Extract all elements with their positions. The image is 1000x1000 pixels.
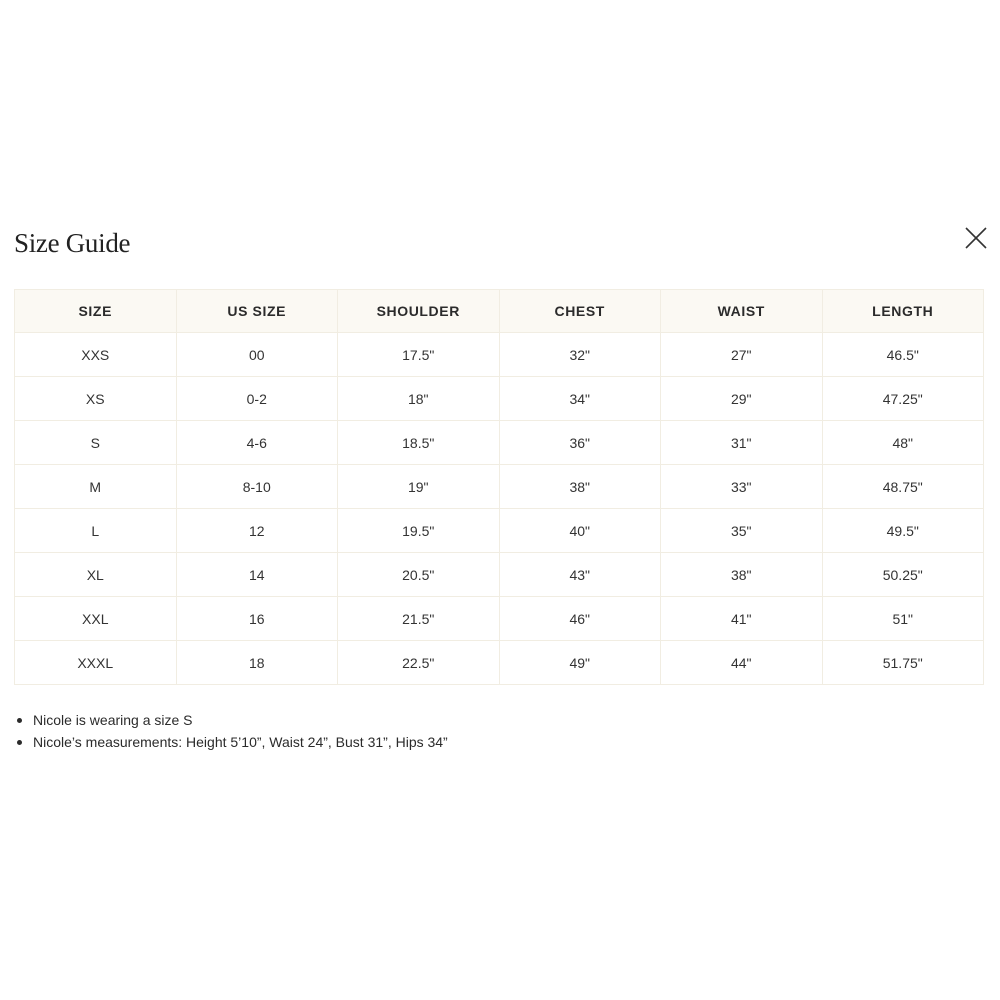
table-body bbox=[15, 333, 984, 685]
list-item bbox=[14, 731, 448, 753]
table-cell: 32" bbox=[499, 333, 661, 377]
column-header-us-size: US SIZE bbox=[176, 290, 338, 333]
table-cell: 50.25" bbox=[822, 553, 984, 597]
table-cell: 38" bbox=[499, 465, 661, 509]
table-cell: 21.5" bbox=[338, 597, 500, 641]
table-cell: 43" bbox=[499, 553, 661, 597]
table-cell: L bbox=[15, 509, 177, 553]
table-cell: XXS bbox=[15, 333, 177, 377]
column-header-chest: CHEST bbox=[499, 290, 661, 333]
table-cell: 44" bbox=[661, 641, 823, 685]
size-table bbox=[14, 289, 984, 685]
table-cell: 35" bbox=[661, 509, 823, 553]
table-cell: 47.25" bbox=[822, 377, 984, 421]
table-cell: 31" bbox=[661, 421, 823, 465]
table-cell: XXXL bbox=[15, 641, 177, 685]
note-text: Nicole is wearing a size S bbox=[33, 712, 193, 728]
model-notes bbox=[14, 709, 448, 753]
modal-title: Size Guide bbox=[14, 228, 131, 258]
table-cell: 46" bbox=[499, 597, 661, 641]
table-row bbox=[15, 333, 984, 377]
table-cell: 8-10 bbox=[176, 465, 338, 509]
table-cell: 36" bbox=[499, 421, 661, 465]
table-cell: 40" bbox=[499, 509, 661, 553]
table-cell: 17.5" bbox=[338, 333, 500, 377]
table-cell: 51.75" bbox=[822, 641, 984, 685]
table-cell: XS bbox=[15, 377, 177, 421]
table-cell: 34" bbox=[499, 377, 661, 421]
table-row bbox=[15, 641, 984, 685]
table-cell: 27" bbox=[661, 333, 823, 377]
bullet-icon bbox=[17, 718, 22, 723]
table-cell: 49" bbox=[499, 641, 661, 685]
table-cell: 18 bbox=[176, 641, 338, 685]
table-cell: 48.75" bbox=[822, 465, 984, 509]
table-row bbox=[15, 553, 984, 597]
table-cell: 19.5" bbox=[338, 509, 500, 553]
table-cell: 29" bbox=[661, 377, 823, 421]
column-header-length: LENGTH bbox=[822, 290, 984, 333]
table-row bbox=[15, 509, 984, 553]
table-cell: 33" bbox=[661, 465, 823, 509]
table-cell: M bbox=[15, 465, 177, 509]
table-cell: 12 bbox=[176, 509, 338, 553]
close-icon bbox=[965, 227, 987, 249]
table-header-row bbox=[15, 290, 984, 333]
bullet-icon bbox=[17, 740, 22, 745]
table-cell: 4-6 bbox=[176, 421, 338, 465]
table-cell: 16 bbox=[176, 597, 338, 641]
table-cell: 18.5" bbox=[338, 421, 500, 465]
table-cell: 51" bbox=[822, 597, 984, 641]
table-cell: 19" bbox=[338, 465, 500, 509]
table-row bbox=[15, 597, 984, 641]
table-cell: 49.5" bbox=[822, 509, 984, 553]
table-cell: 14 bbox=[176, 553, 338, 597]
table-cell: 22.5" bbox=[338, 641, 500, 685]
table-row bbox=[15, 465, 984, 509]
table-cell: 48" bbox=[822, 421, 984, 465]
table-cell: 0-2 bbox=[176, 377, 338, 421]
table-cell: 20.5" bbox=[338, 553, 500, 597]
column-header-waist: WAIST bbox=[661, 290, 823, 333]
close-button[interactable] bbox=[960, 222, 992, 254]
column-header-size: SIZE bbox=[15, 290, 177, 333]
table-cell: S bbox=[15, 421, 177, 465]
table-cell: 00 bbox=[176, 333, 338, 377]
table-cell: 46.5" bbox=[822, 333, 984, 377]
table-cell: 38" bbox=[661, 553, 823, 597]
table-cell: XL bbox=[15, 553, 177, 597]
table-row bbox=[15, 377, 984, 421]
list-item bbox=[14, 709, 448, 731]
table-cell: XXL bbox=[15, 597, 177, 641]
table-cell: 41" bbox=[661, 597, 823, 641]
table-row bbox=[15, 421, 984, 465]
table-cell: 18" bbox=[338, 377, 500, 421]
note-text: Nicole’s measurements: Height 5’10”, Waist 24”, Bust 31”, Hips 34” bbox=[33, 734, 448, 750]
column-header-shoulder: SHOULDER bbox=[338, 290, 500, 333]
